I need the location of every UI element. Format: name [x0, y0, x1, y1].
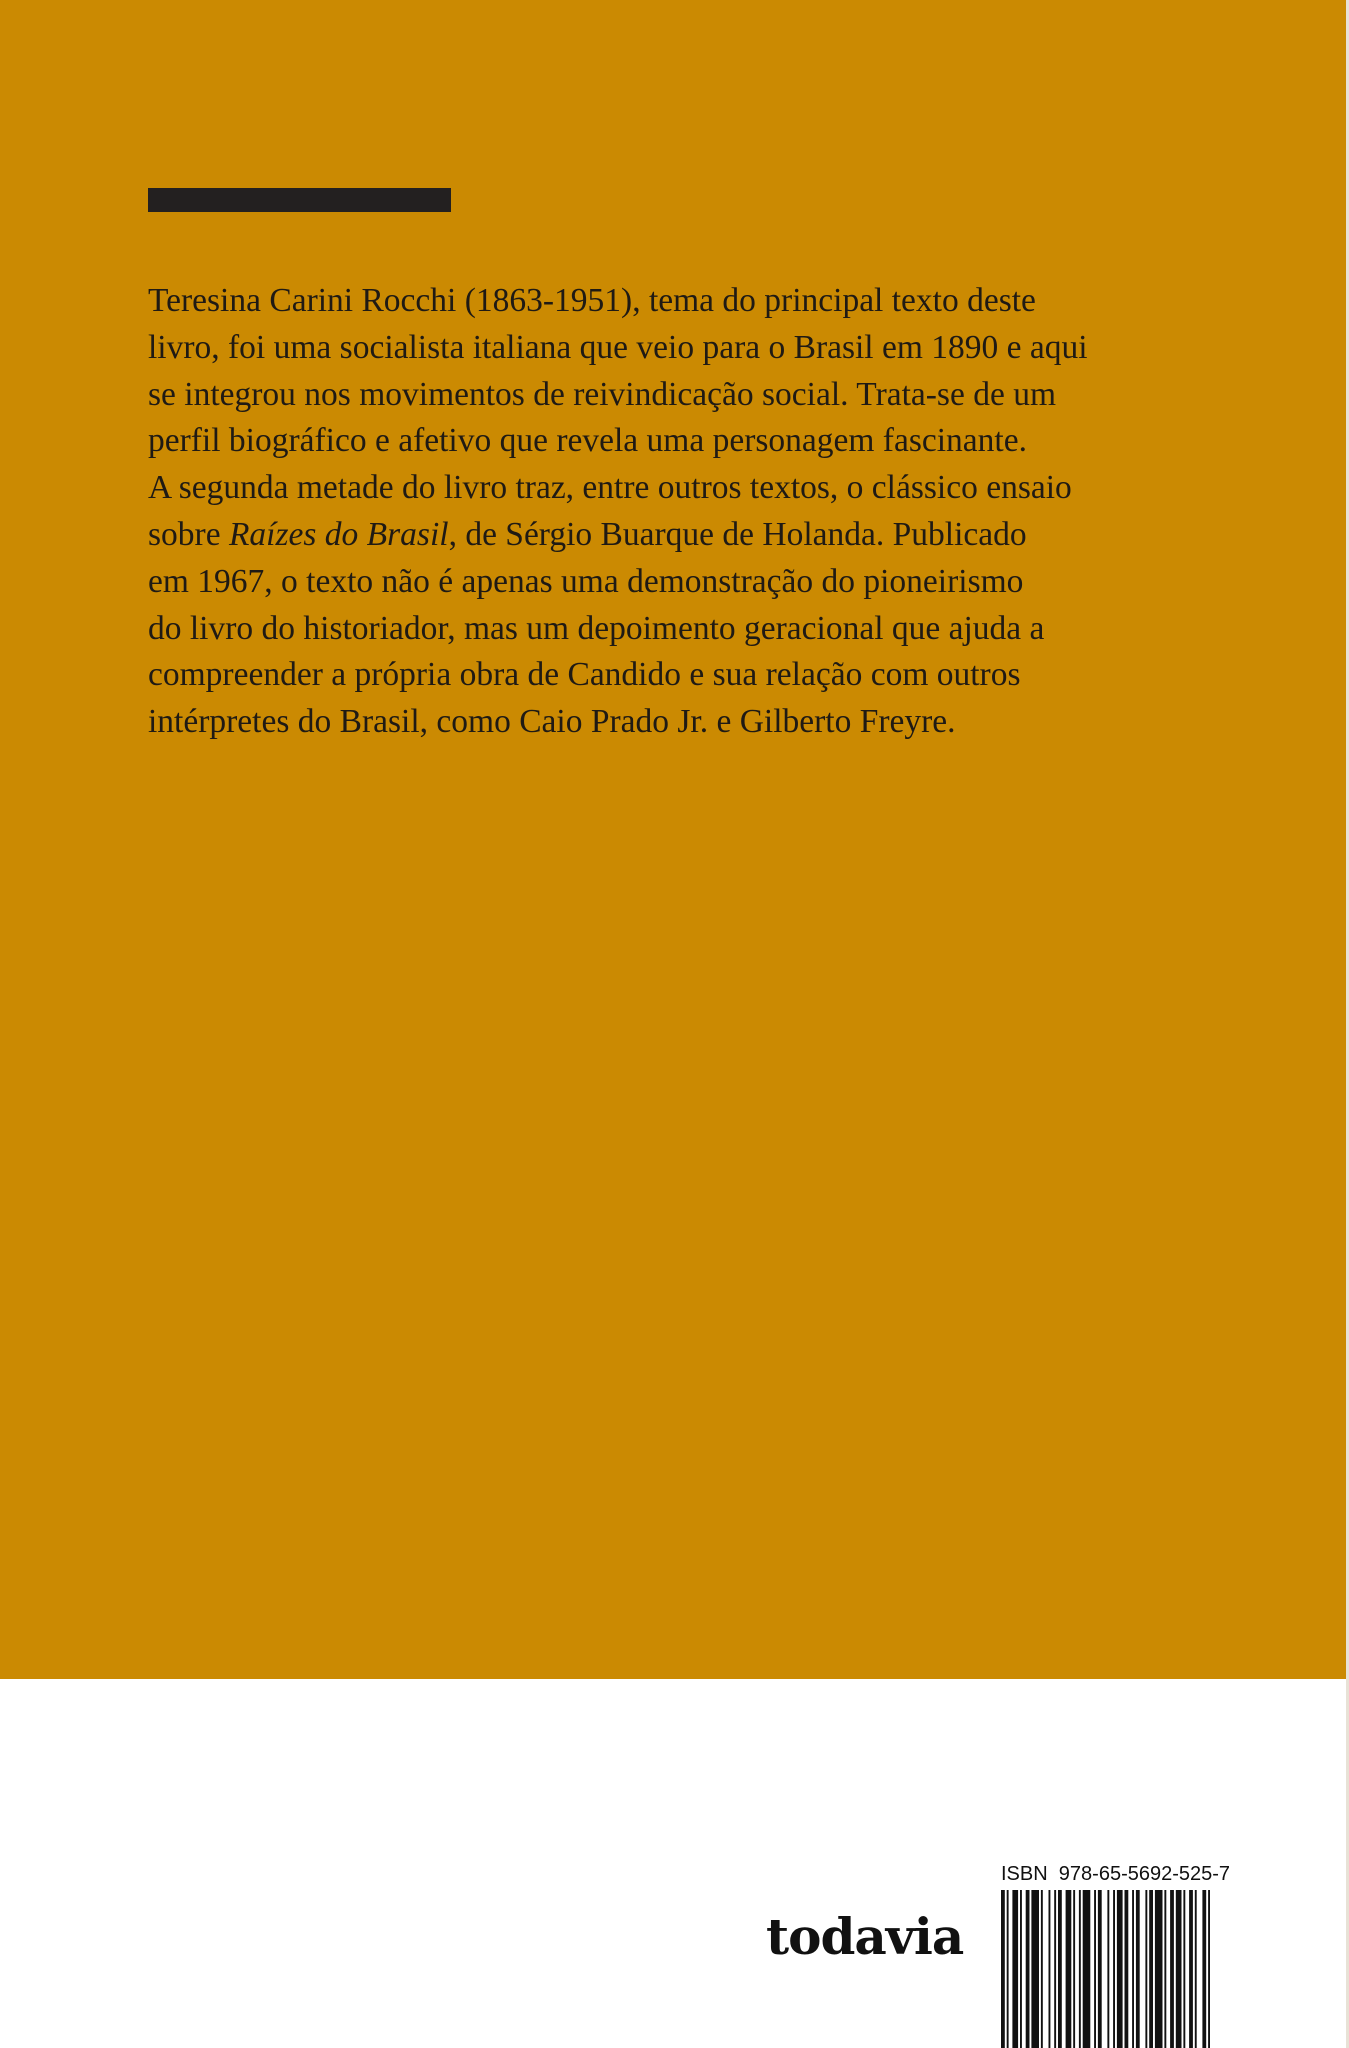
barcode-bar	[1125, 1890, 1129, 2048]
accent-bar	[148, 188, 451, 212]
barcode-bar	[1083, 1890, 1091, 2048]
barcode-icon	[1001, 1890, 1249, 2048]
barcode-bar	[1149, 1890, 1153, 2048]
barcode-bar	[1195, 1890, 1197, 2048]
barcode-bar	[1107, 1890, 1109, 2048]
barcode-bar	[1176, 1890, 1182, 2048]
barcode-bar	[1066, 1890, 1072, 2048]
barcode-bar	[1113, 1890, 1115, 2048]
barcode-bar	[1155, 1890, 1163, 2048]
barcode-bar	[1208, 1890, 1210, 2048]
barcode-bar	[1136, 1890, 1140, 2048]
publisher-logo: todavia	[766, 1907, 964, 1966]
barcode-bar	[1202, 1890, 1206, 2048]
blurb-line	[148, 512, 1208, 559]
barcode-bar	[1098, 1890, 1102, 2048]
blurb-line: livro, foi uma socialista italiana que veio para o Brasil em 1890 e aqui	[148, 328, 1088, 366]
barcode-bar	[1079, 1890, 1081, 2048]
barcode-bar	[1012, 1890, 1018, 2048]
barcode-bar	[1058, 1890, 1062, 2048]
barcode-bar	[1117, 1890, 1123, 2048]
barcode-bar	[1001, 1890, 1005, 2048]
blurb-text: sobre	[148, 515, 229, 553]
blurb-line: perfil biográfico e afetivo que revela uma personagem fascinante.	[148, 422, 1027, 460]
book-title-italic: Raízes do Brasil	[228, 515, 449, 553]
barcode-bar	[1049, 1890, 1051, 2048]
barcode-bar	[1189, 1890, 1193, 2048]
blurb-line: intérpretes do Brasil, como Caio Prado Jr. e Gilberto Freyre.	[148, 703, 956, 741]
barcode-bar	[1020, 1890, 1022, 2048]
barcode-bar	[1132, 1890, 1134, 2048]
barcode-bar	[1170, 1890, 1174, 2048]
blurb-line: compreender a própria obra de Candido e sua relação com outros	[148, 656, 1021, 694]
barcode-bar	[1183, 1890, 1185, 2048]
barcode-bar	[1164, 1890, 1166, 2048]
barcode-bar	[1041, 1890, 1043, 2048]
blurb-line: do livro do historiador, mas um depoimento geracional que ajuda a	[148, 609, 1045, 647]
barcode-bar	[1073, 1890, 1075, 2048]
barcode-bar	[1054, 1890, 1056, 2048]
barcode-bar	[1007, 1890, 1009, 2048]
isbn-label: ISBN 978-65-5692-525-7	[1001, 1863, 1231, 1885]
blurb-line: A segunda metade do livro traz, entre outros textos, o clássico ensaio	[148, 469, 1072, 507]
barcode-bar	[1026, 1890, 1030, 2048]
blurb-text: , de Sérgio Buarque de Holanda. Publicado	[448, 515, 1027, 553]
barcode-bar	[1094, 1890, 1096, 2048]
barcode-bar	[1031, 1890, 1039, 2048]
barcode-bar	[1145, 1890, 1147, 2048]
blurb-line: Teresina Carini Rocchi (1863-1951), tema do principal texto deste	[148, 282, 1036, 319]
blurb-line: se integrou nos movimentos de reivindicação social. Trata-se de um	[148, 375, 1057, 413]
blurb-line: em 1967, o texto não é apenas uma demonstração do pioneirismo	[148, 562, 1024, 600]
back-cover-blurb	[148, 278, 1208, 746]
